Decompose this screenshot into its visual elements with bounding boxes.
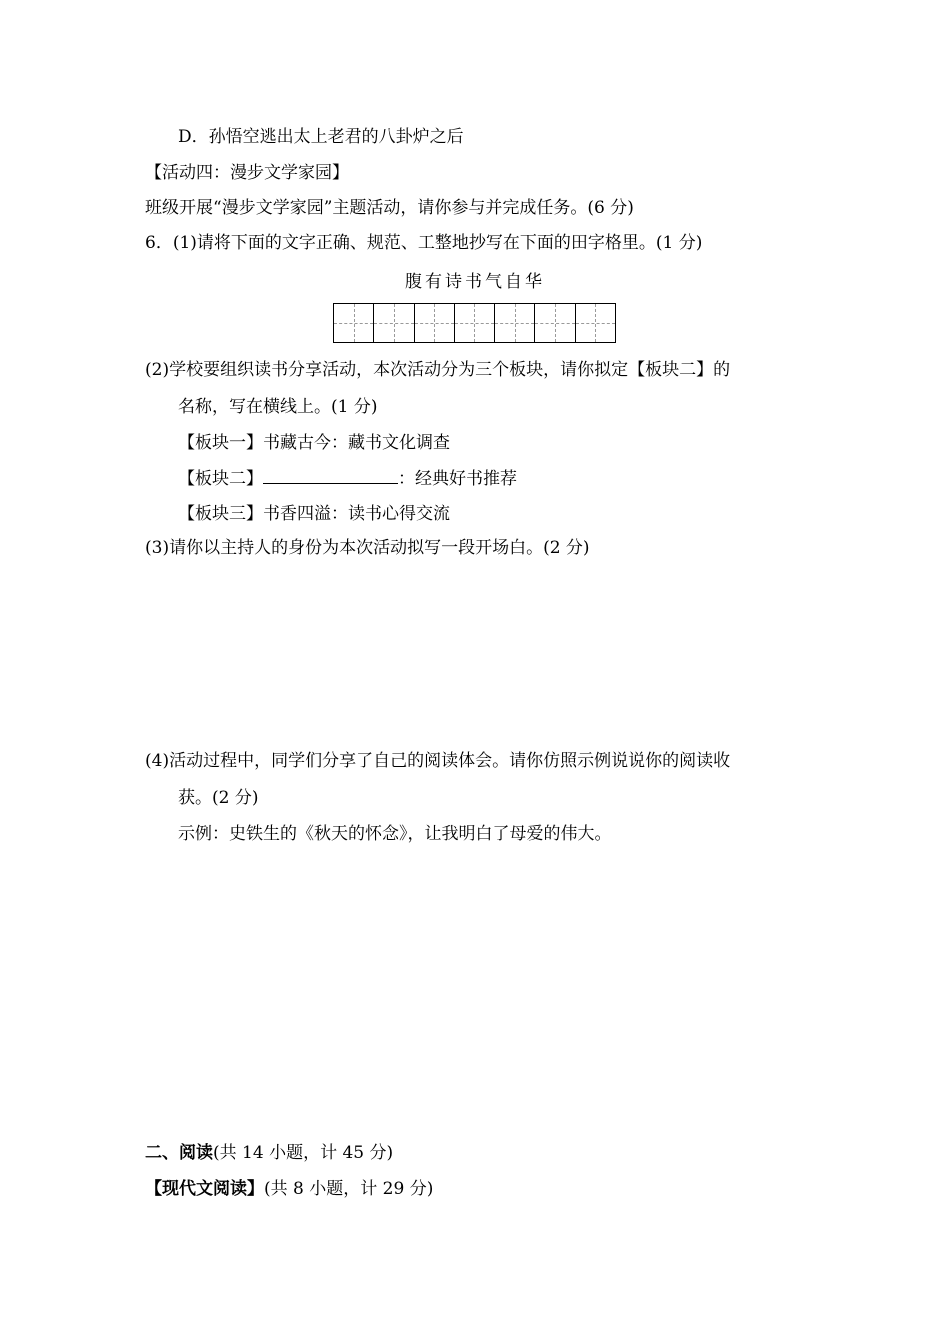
modern-reading-detail: (共 8 小题，计 29 分) (264, 1179, 434, 1199)
modern-reading-heading (145, 1178, 433, 1200)
example-text: 示例：史铁生的《秋天的怀念》，让我明白了母爱的伟大。 (178, 824, 612, 844)
modern-reading-title: 【现代文阅读】 (145, 1179, 264, 1199)
question-6-part-3: (3)请你以主持人的身份为本次活动拟写一段开场白。(2 分) (145, 538, 590, 558)
grid-cell[interactable] (415, 304, 455, 342)
block-3: 【板块三】书香四溢：读书心得交流 (178, 504, 450, 524)
block-1: 【板块一】书藏古今：藏书文化调查 (178, 433, 450, 453)
section-2-title: 二、阅读 (145, 1143, 213, 1163)
grid-cell[interactable] (576, 304, 615, 342)
grid-cell[interactable] (455, 304, 495, 342)
section-2-title-detail: (共 14 小题，计 45 分) (213, 1143, 394, 1163)
activity-intro: 班级开展“漫步文学家园”主题活动，请你参与并完成任务。(6 分) (145, 198, 634, 218)
question-6-part-4-line-2: 获。(2 分) (178, 788, 259, 808)
grid-cell[interactable] (535, 304, 575, 342)
question-6-part-2-line-2: 名称，写在横线上。(1 分) (178, 397, 378, 417)
question-6-part-2-line-1: (2)学校要组织读书分享活动，本次活动分为三个板块，请你拟定【板块二】的 (145, 360, 731, 380)
block-2-suffix: ：经典好书推荐 (398, 469, 517, 489)
block-2-prefix: 【板块二】 (178, 469, 263, 489)
option-d: D．孙悟空逃出太上老君的八卦炉之后 (178, 127, 464, 147)
question-6-part-1: 6．(1)请将下面的文字正确、规范、工整地抄写在下面的田字格里。(1 分) (145, 233, 703, 253)
grid-cell[interactable] (374, 304, 414, 342)
grid-cell[interactable] (495, 304, 535, 342)
section-2-heading (145, 1142, 393, 1164)
block-2 (178, 467, 517, 490)
activity-title: 【活动四：漫步文学家园】 (145, 163, 349, 183)
copy-text: 腹有诗书气自华 (405, 272, 545, 292)
tianzige-grid[interactable] (333, 303, 616, 343)
question-6-part-4-line-1: (4)活动过程中，同学们分享了自己的阅读体会。请你仿照示例说说你的阅读收 (145, 751, 731, 771)
grid-cell[interactable] (334, 304, 374, 342)
answer-blank[interactable] (263, 467, 398, 484)
